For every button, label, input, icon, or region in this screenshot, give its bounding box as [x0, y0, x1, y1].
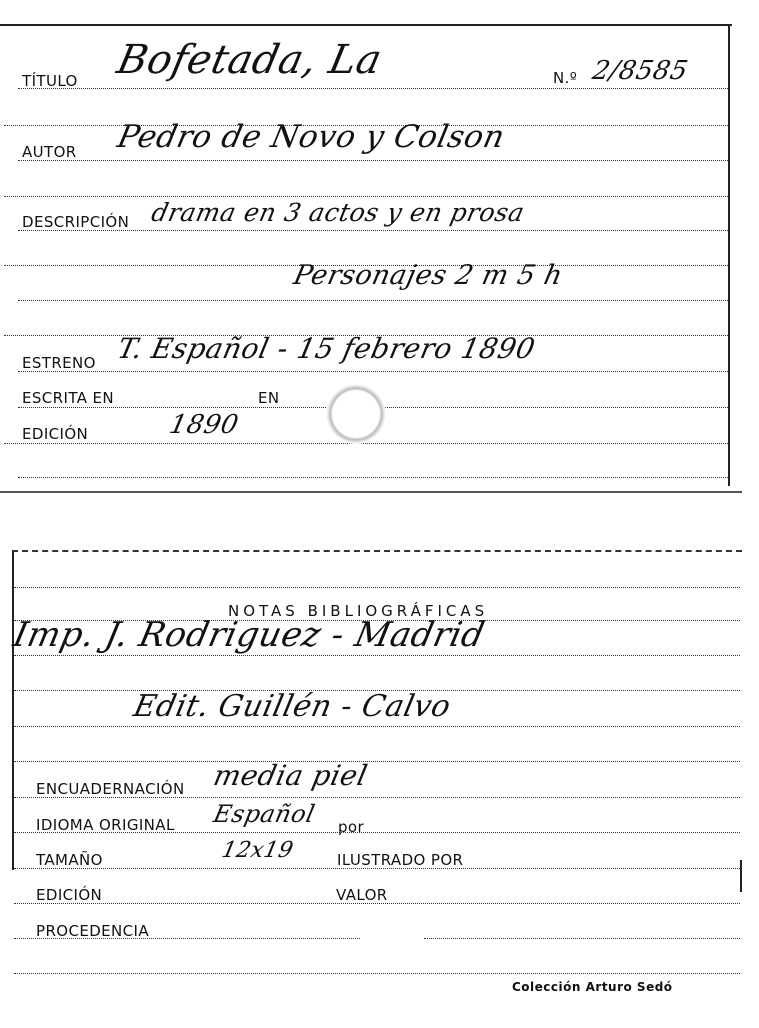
edicion-label-bottom: EDICIÓN	[36, 886, 103, 904]
ruled-line	[18, 371, 728, 372]
ruled-line	[18, 160, 728, 161]
catalog-card-bottom	[0, 500, 759, 1028]
top-card-bottom-border	[0, 491, 742, 493]
top-card-top-border	[0, 24, 732, 26]
ruled-line	[14, 587, 740, 588]
por-label: por	[338, 818, 365, 836]
edicion-value: 1890	[166, 410, 242, 440]
hole-punch-mark	[326, 384, 386, 444]
notas-heading: NOTAS BIBLIOGRÁFICAS	[228, 602, 489, 620]
bottom-card-right-border	[740, 860, 742, 892]
catalog-card-top	[0, 0, 759, 500]
numero-label: N.º	[553, 69, 578, 87]
idioma-label: IDIOMA ORIGINAL	[36, 816, 175, 834]
ruled-line	[18, 300, 728, 301]
bottom-card-left-border	[12, 552, 14, 870]
ruled-line	[18, 477, 728, 478]
autor-label: AUTOR	[22, 143, 77, 161]
ruled-line	[4, 443, 728, 444]
personajes-value: Personajes 2 m 5 h	[290, 260, 566, 291]
ruled-line	[18, 88, 728, 89]
valor-label: VALOR	[336, 886, 388, 904]
edicion-label: EDICIÓN	[22, 425, 89, 443]
collection-footer: Colección Arturo Sedó	[512, 980, 673, 994]
note-line-2: Edit. Guillén - Calvo	[130, 689, 454, 724]
procedencia-label: PROCEDENCIA	[36, 922, 150, 940]
estreno-label: ESTRENO	[22, 354, 96, 372]
encuadernacion-value: media piel	[210, 759, 371, 792]
descripcion-value: drama en 3 actos y en prosa	[148, 198, 528, 227]
ruled-line	[14, 973, 740, 974]
descripcion-label: DESCRIPCIÓN	[22, 213, 130, 231]
tamano-label: TAMAÑO	[36, 851, 103, 869]
encuadernacion-label: ENCUADERNACIÓN	[36, 780, 185, 798]
ruled-line	[14, 761, 740, 762]
escrita-label: ESCRITA EN	[22, 389, 115, 407]
autor-value: Pedro de Novo y Colson	[114, 119, 508, 155]
ruled-line	[14, 655, 740, 656]
ruled-line	[14, 726, 740, 727]
titulo-value: Bofetada, La	[113, 37, 387, 83]
top-card-right-border	[728, 24, 730, 486]
titulo-label: TÍTULO	[22, 72, 78, 90]
ilustrado-label: ILUSTRADO POR	[337, 851, 464, 869]
ruled-line	[4, 196, 728, 197]
note-line-1: Imp. J. Rodriguez - Madrid	[9, 615, 489, 655]
numero-value: 2/8585	[589, 56, 691, 86]
bottom-card-top-border	[12, 550, 742, 552]
ruled-line	[424, 938, 740, 939]
estreno-value: T. Español - 15 febrero 1890	[114, 332, 539, 365]
tamano-value: 12x19	[219, 838, 296, 863]
en-label: EN	[258, 389, 280, 407]
idioma-value: Español	[211, 800, 318, 828]
